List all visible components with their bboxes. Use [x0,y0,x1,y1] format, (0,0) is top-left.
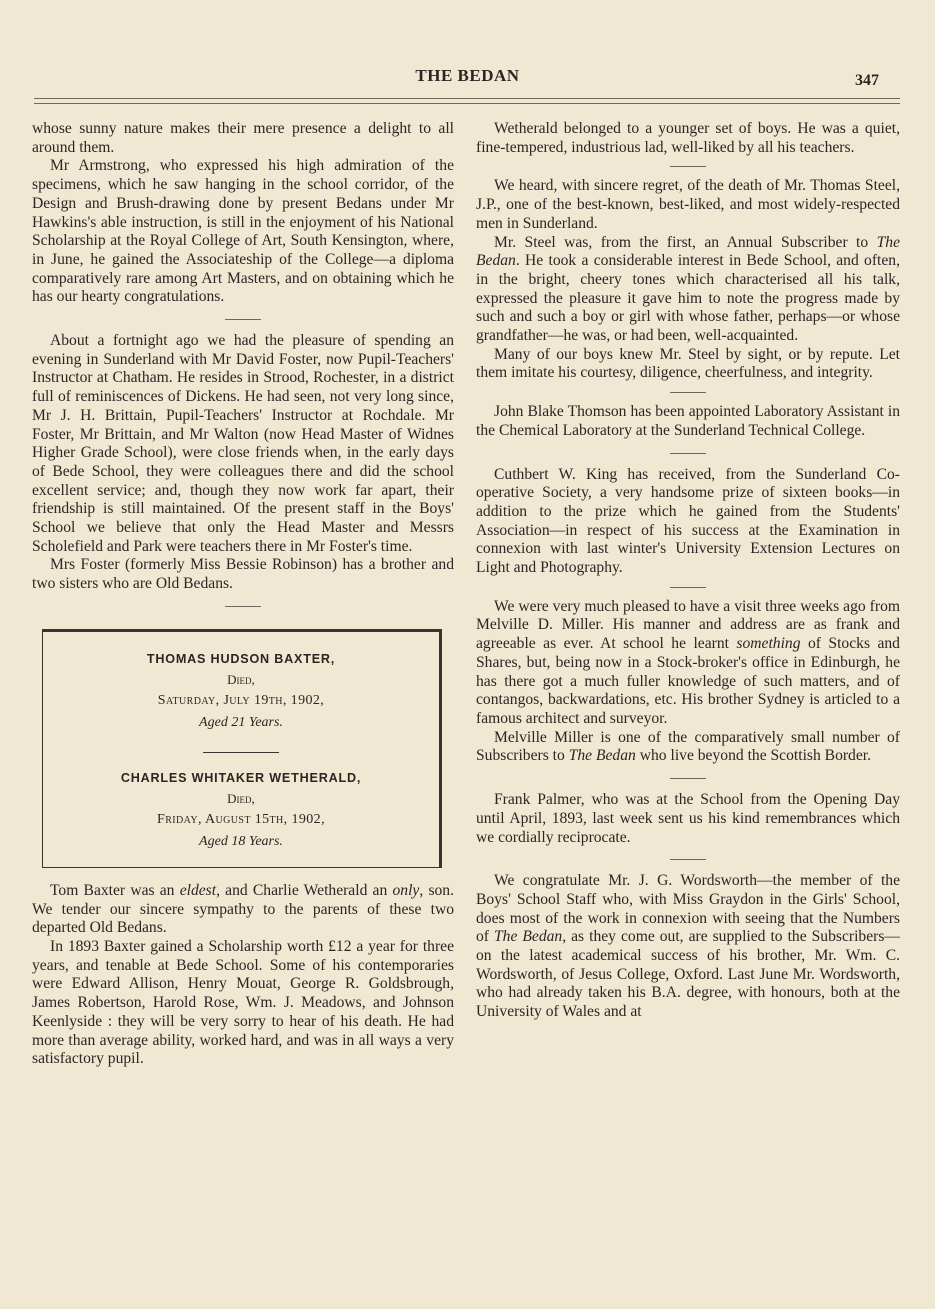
age-wetherald: Aged 18 Years. [199,833,283,849]
section-divider [225,319,261,320]
section-divider [670,859,706,860]
section-divider [670,453,706,454]
emphasis-the-bedan: The Bedan [494,928,563,946]
paragraph-king: Cuthbert W. King has received, from the Sunderland Co-operative Society, a very handsome prize of sixteen books—in addition to the prize which he gained from the Students' Association—in respect of his success at the Examination in connexion with last winter's University Extension Lectures on Light and Photography. [476,465,900,577]
paragraph-steel-repute: Many of our boys knew Mr. Steel by sight, or by repute. Let them imitate his courtesy, diligence, cheerfulness, and integrity. [476,345,900,382]
emphasis-something: something [736,635,801,653]
paragraph-baxter: In 1893 Baxter gained a Scholarship worth £12 a year for three years, and tenable at Bede School. Some of his contemporaries were Edward Allison, Henry Mouat, George R. Goldsbrough, James Robertson, Harold Rose, Wm. J. Meadows, and Johnson Keenlyside : they will be very sorry to hear of his death. He had more than average ability, worked hard, and was in all ways a very satisfactory pupil. [32,937,454,1068]
paragraph-mrs-foster: Mrs Foster (formerly Miss Bessie Robinson) has a brother and two sisters who are Old Bedans. [32,556,454,593]
right-column [476,120,900,1022]
paragraph-wetherald: Wetherald belonged to a younger set of boys. He was a quiet, fine-tempered, industrious lad, well-liked by all his teachers. [476,120,900,156]
emphasis-eldest: eldest [179,881,217,899]
paragraph-steel-subscriber: Mr. Steel was, from the first, an Annual Subscriber to The Bedan. He took a considerable interest in Bede School, and often, in the bright, cheery tones which characterised all his talk, expressed the pleasure it gave him to note the progress made by such and such a boy or girl with whose father, perhaps—or whose grandfather—he was, or had been, well-acquainted. [476,233,900,345]
page-header [0,66,935,96]
paragraph-wordsworth: We congratulate Mr. J. G. Wordsworth—the member of the Boys' School Staff who, with Miss Graydon in the Girls' School, does most of the work in connexion with seeing that the Numbers of The Bedan, as they come out, are supplied to the Subscribers—on the latest academical success of his brother, Mr. Wm. C. Wordsworth, of Jesus College, Oxford. Last June Mr. Wordsworth, who had already taken his B.A. degree, with honours, both at the University of Wales and at [476,872,900,1021]
header-rule [34,98,900,104]
paragraph-palmer: Frank Palmer, who was at the School from the Opening Day until April, 1893, last week sent us his kind remembrances which we cordially reciprocate. [476,791,900,846]
section-divider [670,778,706,779]
notice-divider [203,752,279,753]
died-label: Died, [227,790,255,806]
paragraph-steel-death: We heard, with sincere regret, of the death of Mr. Thomas Steel, J.P., one of the best-known, best-liked, and most widely-respected men in Sunderland. [476,177,900,232]
running-title: THE BEDAN [415,66,520,85]
paragraph-sympathy: Tom Baxter was an eldest, and Charlie Wetherald an only, son. We tender our sincere sympathy to the parents of these two departed Old Bedans. [32,881,454,937]
death-date-baxter: Saturday, July 19th, 1902, [157,692,325,708]
death-notice [42,629,442,868]
paragraph-miller-subscriber: Melville Miller is one of the comparatively small number of Subscribers to The Bedan who live beyond the Scottish Border. [476,728,900,765]
deceased-name-wetherald: CHARLES WHITAKER WETHERALD, [120,770,362,785]
paragraph-miller-visit: We were very much pleased to have a visit three weeks ago from Melville D. Miller. His manner and address are as frank and agreeable as ever. At school he learnt something of Stocks and Shares, but, being now in a Stock-broker's office in Edinburgh, he has there got a much fuller knowledge of such matters, and of contangos, backwardations, etc. His brother Sydney is articled to a famous architect and surveyor. [476,597,900,727]
section-divider [225,606,261,607]
page-number: 347 [855,72,879,89]
section-divider [670,392,706,393]
deceased-name-baxter: THOMAS HUDSON BAXTER, [146,651,336,666]
section-divider [670,166,706,167]
emphasis-only: only [392,881,420,899]
paragraph-armstrong: Mr Armstrong, who expressed his high admiration of the specimens, which he saw hanging in the school corridor, of the Design and Brush-drawing done by present Bedans under Mr Hawkins's able instruction, is still in the enjoyment of his National Scholarship at the Royal College of Art, South Kensington, where, in June, he gained the Associateship of the College—a diploma comparatively rare among Art Masters, and on obtaining which he has our hearty congratulations. [32,157,454,306]
paragraph-presence: whose sunny nature makes their mere presence a delight to all around them. [32,120,454,156]
emphasis-the-bedan: The Bedan [476,233,900,270]
paragraph-foster: About a fortnight ago we had the pleasure of spending an evening in Sunderland with Mr David Foster, now Pupil-Teachers' Instructor at Chatham. He resides in Strood, Rochester, in a district full of reminiscences of Dickens. He had seen, not very long since, Mr J. H. Brittain, Pupil-Teachers' Instructor at Rochdale. Mr Foster, Mr Brittain, and Mr Walton (now Head Master of Widnes Higher Grade School), were close friends when, in the early days of Bede School, they were colleagues there and did the school excellent service; and, though they now work far apart, their friendship is still maintained. Of the present staff in the Boys' School we believe that only the Head Master and Messrs Scholefield and Park were teachers there in Mr Foster's time. [32,332,454,555]
death-date-wetherald: Friday, August 15th, 1902, [157,811,325,827]
left-column [32,120,454,1069]
paragraph-thomson: John Blake Thomson has been appointed Laboratory Assistant in the Chemical Laboratory at the Sunderland Technical College. [476,403,900,439]
section-divider [670,587,706,588]
emphasis-the-bedan: The Bedan [568,747,636,765]
age-baxter: Aged 21 Years. [199,714,283,730]
died-label: Died, [227,671,255,687]
